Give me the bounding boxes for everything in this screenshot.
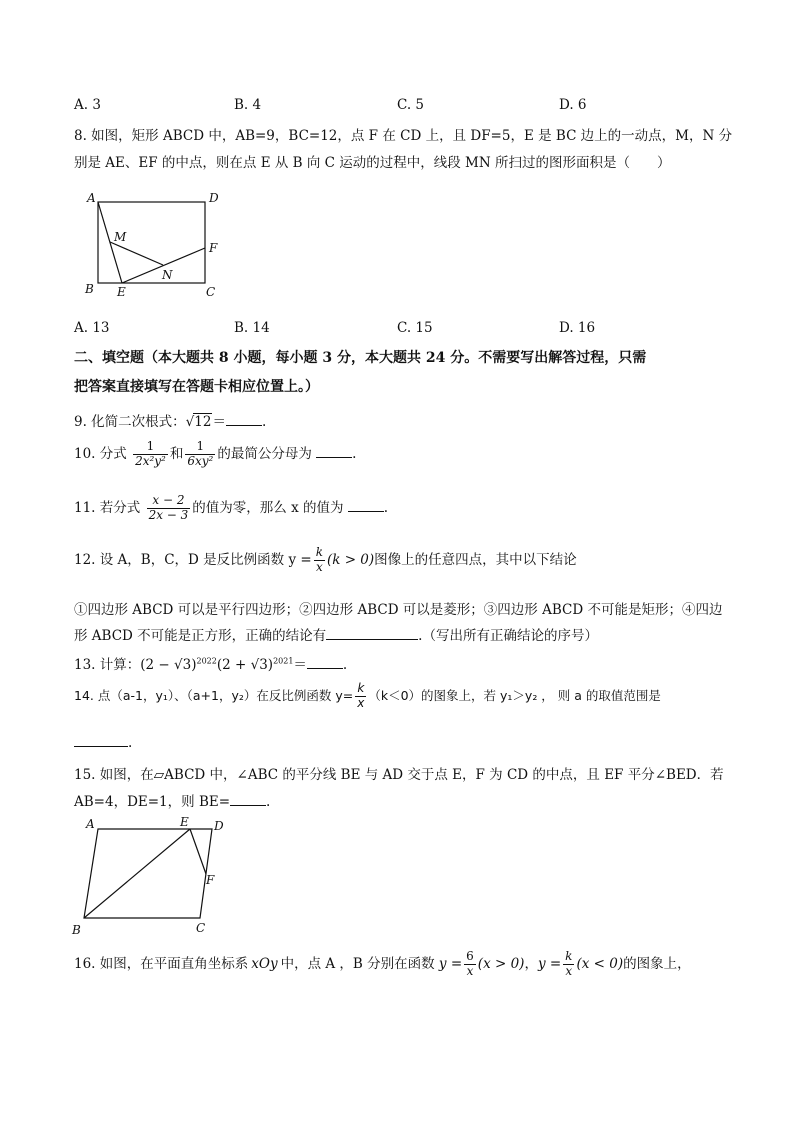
q13-expr1: (2 − √3)	[140, 657, 197, 673]
q16-suffix: 的图象上，	[623, 955, 691, 972]
q14-prefix: 14. 点（a-1，y₁）、（a+1，y₂）在反比例函数 y=	[74, 687, 354, 703]
q16-fraction2	[563, 950, 574, 979]
q12-prefix: 12. 设 A，B，C，D 是反比例函数 y =	[74, 551, 312, 568]
q11-prefix: 11. 若分式	[74, 499, 141, 516]
section2-heading-line1: 二、填空题（本大题共 8 小题，每小题 3 分，本大题共 24 分。不需要写出解答过程，只需	[74, 350, 647, 366]
label-d: D	[214, 819, 224, 833]
q9-answer-blank	[226, 413, 262, 426]
q10-prefix: 10. 分式	[74, 445, 127, 462]
q16-prefix: 16. 如图，在平面直角坐标系	[74, 955, 249, 972]
label-n: N	[162, 268, 173, 282]
q10-mid: 和	[169, 445, 184, 462]
q10-f1-num: 1	[146, 439, 155, 453]
q16-sep: ，	[524, 955, 538, 972]
q12-suffix: 图像上的任意四点，其中以下结论	[374, 551, 577, 568]
q9-period: .	[261, 414, 267, 430]
q14-suffix: （k＜0）的图象上，若 y₁＞y₂ ， 则 a 的取值范围是	[368, 687, 661, 703]
q8-option-c: C. 15	[397, 320, 433, 336]
q13-exp2: 2021	[273, 656, 294, 666]
q14-answer-blank	[74, 734, 128, 747]
q10-suffix: 的最简公分母为	[217, 445, 312, 462]
q8-option-a: A. 13	[74, 320, 110, 336]
q13-equals: ＝	[293, 657, 307, 673]
q16-f1-cond: (x > 0)	[477, 955, 525, 972]
q14-den: x	[357, 695, 365, 710]
parallelogram-abcd	[84, 829, 212, 918]
q13	[74, 653, 347, 673]
q8-option-b: B. 14	[234, 320, 270, 336]
q9-equals: ＝	[212, 414, 226, 430]
q10-f2-num: 1	[196, 439, 205, 453]
q7-option-c: C. 5	[397, 97, 425, 113]
q16-f2-cond: (x < 0)	[576, 955, 624, 972]
q16-f1-den: x	[464, 964, 476, 979]
q10-answer-blank	[316, 445, 352, 458]
q7-option-d: D. 6	[559, 97, 587, 113]
segment-mn	[110, 242, 163, 265]
q14-fraction	[355, 682, 366, 711]
q11	[74, 494, 388, 523]
q15-line1: 15. 如图，在▱ABCD 中，∠ABC 的平分线 BE 与 AD 交于点 E，F 为 CD 的中点，且 EF 平分∠BED．若	[74, 767, 724, 783]
q9: 9. 化简二次根式：√12＝ .	[74, 414, 267, 430]
q8-option-d: D. 16	[559, 320, 596, 336]
q8-line2: 别是 AE、EF 的中点，则在点 E 从 B 向 C 运动的过程中，线段 MN 所扫过的图形面积是（ ）	[74, 155, 671, 171]
q10-f2-den: 6xy²	[187, 453, 214, 468]
label-c: C	[196, 921, 206, 935]
q12-line1	[74, 546, 577, 575]
q13-expr2: (2 + √3)	[216, 657, 274, 673]
label-b: B	[85, 282, 94, 296]
q12-line3a: 形 ABCD 不可能是正方形，正确的结论有	[74, 628, 327, 644]
q12-cond: (k > 0)	[326, 551, 375, 568]
q12-line2: ①四边形 ABCD 可以是平行四边形；②四边形 ABCD 可以是菱形；③四边形 ABCD 不可能是矩形；④四边	[74, 602, 723, 618]
q15-figure	[70, 814, 230, 938]
q10-fraction2	[185, 440, 215, 469]
label-e: E	[117, 285, 126, 299]
q16-f2-den: x	[563, 964, 574, 979]
segment-be	[84, 829, 190, 918]
q15-line2	[74, 790, 270, 810]
q11-answer-blank	[348, 499, 384, 512]
label-b: B	[72, 923, 81, 937]
q12-answer-blank	[326, 627, 418, 640]
q16-xoy: xOy	[251, 955, 278, 972]
label-a: A	[87, 191, 96, 205]
q10-period: .	[352, 445, 357, 462]
q11-num: x − 2	[152, 493, 185, 507]
q13-prefix: 13. 计算：	[74, 657, 141, 673]
label-c: C	[206, 285, 216, 299]
q7-option-a: A. 3	[74, 97, 101, 113]
q10-fraction1	[133, 440, 168, 469]
q9-text: 9. 化简二次根式：	[74, 414, 186, 430]
q16-f1: y =	[438, 955, 463, 972]
label-a: A	[86, 817, 95, 831]
q16-f2: y =	[537, 955, 562, 972]
q12-fraction	[314, 546, 325, 575]
q16-f1-num: 6	[466, 949, 474, 963]
section2-heading-line2: 把答案直接填写在答题卡相应位置上。）	[74, 379, 319, 395]
q10-f1-den: 2x²y²	[135, 453, 166, 468]
label-f: F	[209, 241, 218, 255]
q16-fraction1	[464, 950, 476, 979]
q16-f2-num: k	[565, 949, 573, 963]
q11-suffix: 的值为零，那么 x 的值为	[192, 499, 344, 516]
q16-mid: 中，点 A ，B 分别在函数	[280, 955, 435, 972]
q7-option-b: B. 4	[234, 97, 262, 113]
label-f: F	[206, 873, 215, 887]
q12-den: x	[314, 560, 325, 575]
q12-line3	[74, 624, 598, 644]
q13-exp1: 2022	[196, 656, 217, 666]
label-e: E	[180, 815, 189, 829]
q15-line2a: AB=4，DE=1，则 BE=	[74, 794, 231, 810]
q9-radicand: 12	[194, 414, 212, 430]
q15-answer-blank	[230, 793, 266, 806]
q14	[74, 682, 661, 711]
q14-num: k	[357, 681, 365, 695]
q10	[74, 440, 356, 469]
q12-line3b: .（写出所有正确结论的序号）	[418, 628, 598, 644]
q16	[74, 950, 691, 979]
q14-answer	[74, 734, 132, 751]
q12-num: k	[315, 545, 323, 559]
label-d: D	[209, 191, 219, 205]
label-m: M	[114, 230, 127, 244]
q13-period: .	[342, 657, 348, 673]
q14-period: .	[128, 735, 133, 751]
q11-fraction	[147, 494, 191, 523]
q8-line1: 8. 如图，矩形 ABCD 中，AB=9，BC=12，点 F 在 CD 上，且 DF=5，E 是 BC 边上的一动点，M，N 分	[74, 128, 733, 144]
q11-period: .	[383, 499, 389, 516]
q8-figure	[80, 190, 230, 302]
q13-answer-blank	[307, 656, 343, 669]
q11-den: 2x − 3	[148, 507, 189, 522]
q15-period: .	[266, 794, 271, 810]
segment-ef	[190, 829, 206, 874]
